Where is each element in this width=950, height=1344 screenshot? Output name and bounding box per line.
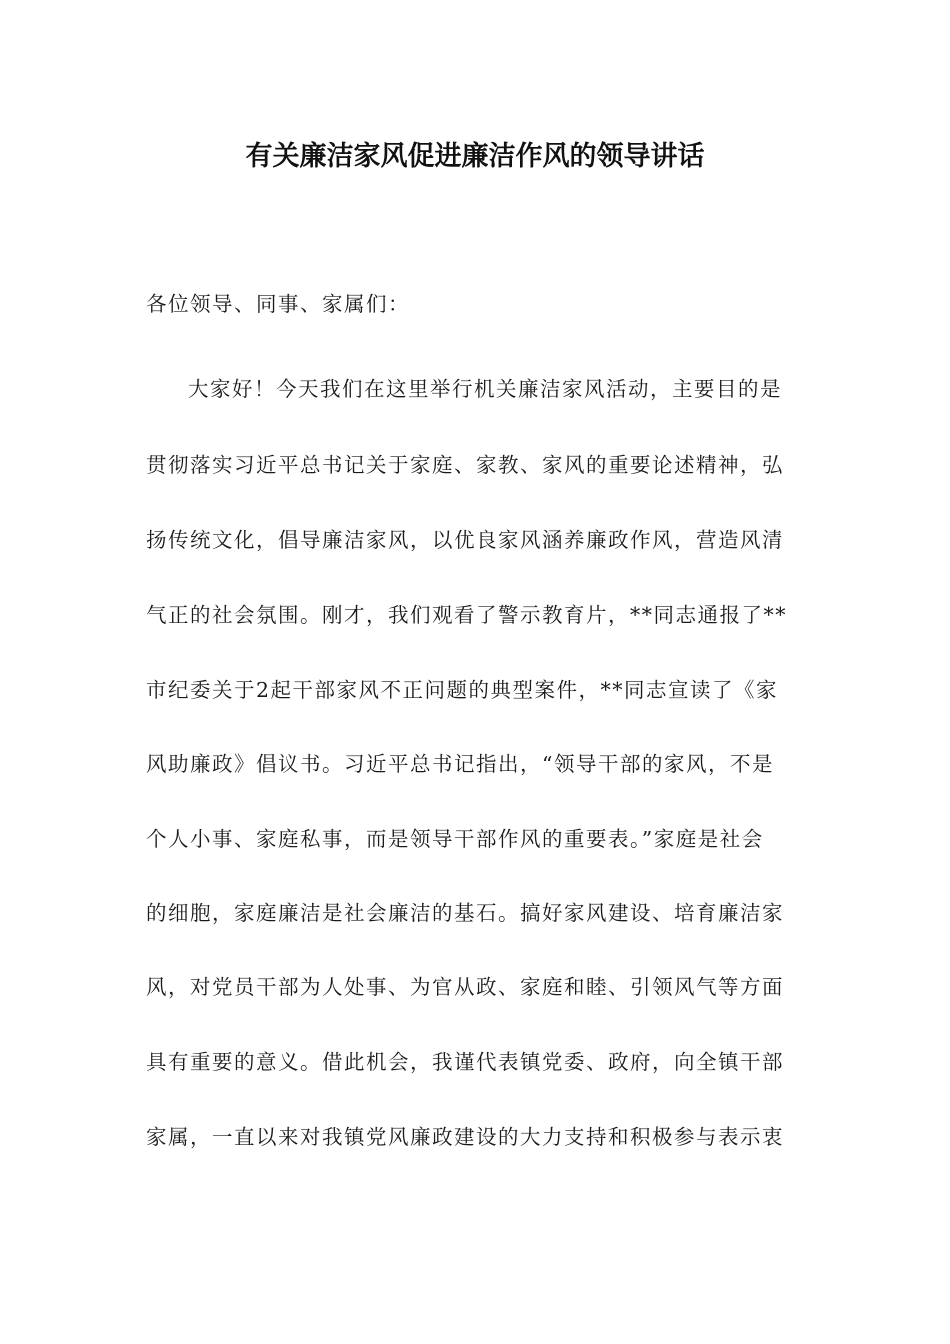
paragraph-line: 具有重要的意义。借此机会，我谨代表镇党委、政府，向全镇干部 xyxy=(146,1050,784,1074)
paragraph-line: 扬传统文化，倡导廉洁家风，以优良家风涵养廉政作风，营造风清 xyxy=(146,528,784,552)
document-title: 有关廉洁家风促进廉洁作风的领导讲话 xyxy=(245,141,705,172)
paragraph-line: 气正的社会氛围。刚才，我们观看了警示教育片，**同志通报了** xyxy=(146,603,787,627)
paragraph-line: 个人小事、家庭私事，而是领导干部作风的重要表。”家庭是社会 xyxy=(146,827,764,851)
salutation: 各位领导、同事、家属们： xyxy=(146,292,410,316)
paragraph-line: 家属，一直以来对我镇党风廉政建设的大力支持和积极参与表示衷 xyxy=(146,1125,784,1149)
paragraph-line: 的细胞，家庭廉洁是社会廉洁的基石。搞好家风建设、培育廉洁家 xyxy=(146,901,784,925)
paragraph-line: 贯彻落实习近平总书记关于家庭、家教、家风的重要论述精神，弘 xyxy=(146,453,784,477)
paragraph-line: 风，对党员干部为人处事、为官从政、家庭和睦、引领风气等方面 xyxy=(146,975,784,999)
paragraph-line: 大家好！今天我们在这里举行机关廉洁家风活动，主要目的是 xyxy=(188,377,782,401)
paragraph-line: 市纪委关于2起干部家风不正问题的典型案件，**同志宣读了《家 xyxy=(146,678,779,702)
paragraph-line: 风助廉政》倡议书。习近平总书记指出，“领导干部的家风，不是 xyxy=(146,752,774,776)
